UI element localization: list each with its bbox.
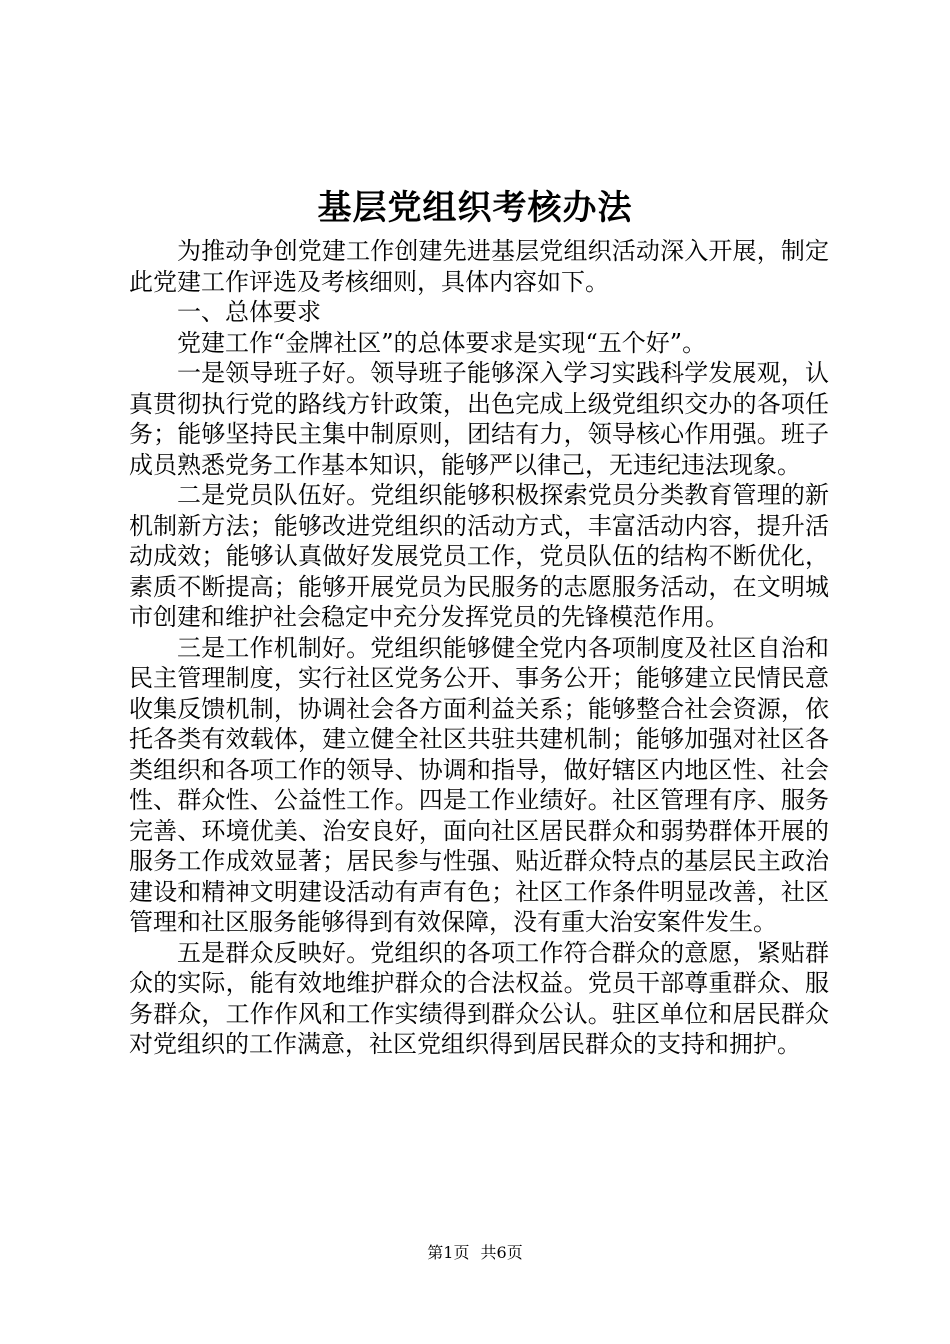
document-body [129,236,829,1060]
paragraph-party-members: 二是党员队伍好。党组织能够积极探索党员分类教育管理的新机制新方法；能够改进党组织的活动方式，丰富活动内容，提升活动成效；能够认真做好发展党员工作，党员队伍的结构不断优化，素质不断提高；能够开展党员为民服务的志愿服务活动，在文明城市创建和维护社会稳定中充分发挥党员的先锋模范作用。 [129,481,829,631]
document-title: 基层党组织考核办法 [317,188,633,228]
paragraph-public-feedback: 五是群众反映好。党组织的各项工作符合群众的意愿，紧贴群众的实际，能有效地维护群众的合法权益。党员干部尊重群众、服务群众，工作作风和工作实绩得到群众公认。驻区单位和居民群众对党组织的工作满意，社区党组织得到居民群众的支持和拥护。 [129,938,829,1058]
paragraph-general-requirement: 党建工作“金牌社区”的总体要求是实现“五个好”。 [177,328,707,357]
paragraph-leadership: 一是领导班子好。领导班子能够深入学习实践科学发展观，认真贯彻执行党的路线方针政策，出色完成上级党组织交办的各项任务；能够坚持民主集中制原则，团结有力，领导核心作用强。班子成员熟悉党务工作基本知识，能够严以律己，无违纪违法现象。 [129,359,829,479]
page-number: 第1页 [427,1243,470,1262]
page-footer [0,1243,950,1263]
page-total: 共6页 [480,1243,523,1262]
paragraph-work-mechanism: 三是工作机制好。党组织能够健全党内各项制度及社区自治和民主管理制度，实行社区党务公开、事务公开；能够建立民情民意收集反馈机制，协调社会各方面利益关系；能够整合社会资源，依托各类有效载体，建立健全社区共驻共建机制；能够加强对社区各类组织和各项工作的领导、协调和指导，做好辖区内地区性、社会性、群众性、公益性工作。四是工作业绩好。社区管理有序、服务完善、环境优美、治安良好，面向社区居民群众和弱势群体开展的服务工作成效显著；居民参与性强、贴近群众特点的基层民主政治建设和精神文明建设活动有声有色；社区工作条件明显改善，社区管理和社区服务能够得到有效保障，没有重大治安案件发生。 [129,633,829,936]
paragraph-intro: 为推动争创党建工作创建先进基层党组织活动深入开展，制定此党建工作评选及考核细则，具体内容如下。 [129,237,829,296]
section-heading: 一、总体要求 [177,298,321,326]
